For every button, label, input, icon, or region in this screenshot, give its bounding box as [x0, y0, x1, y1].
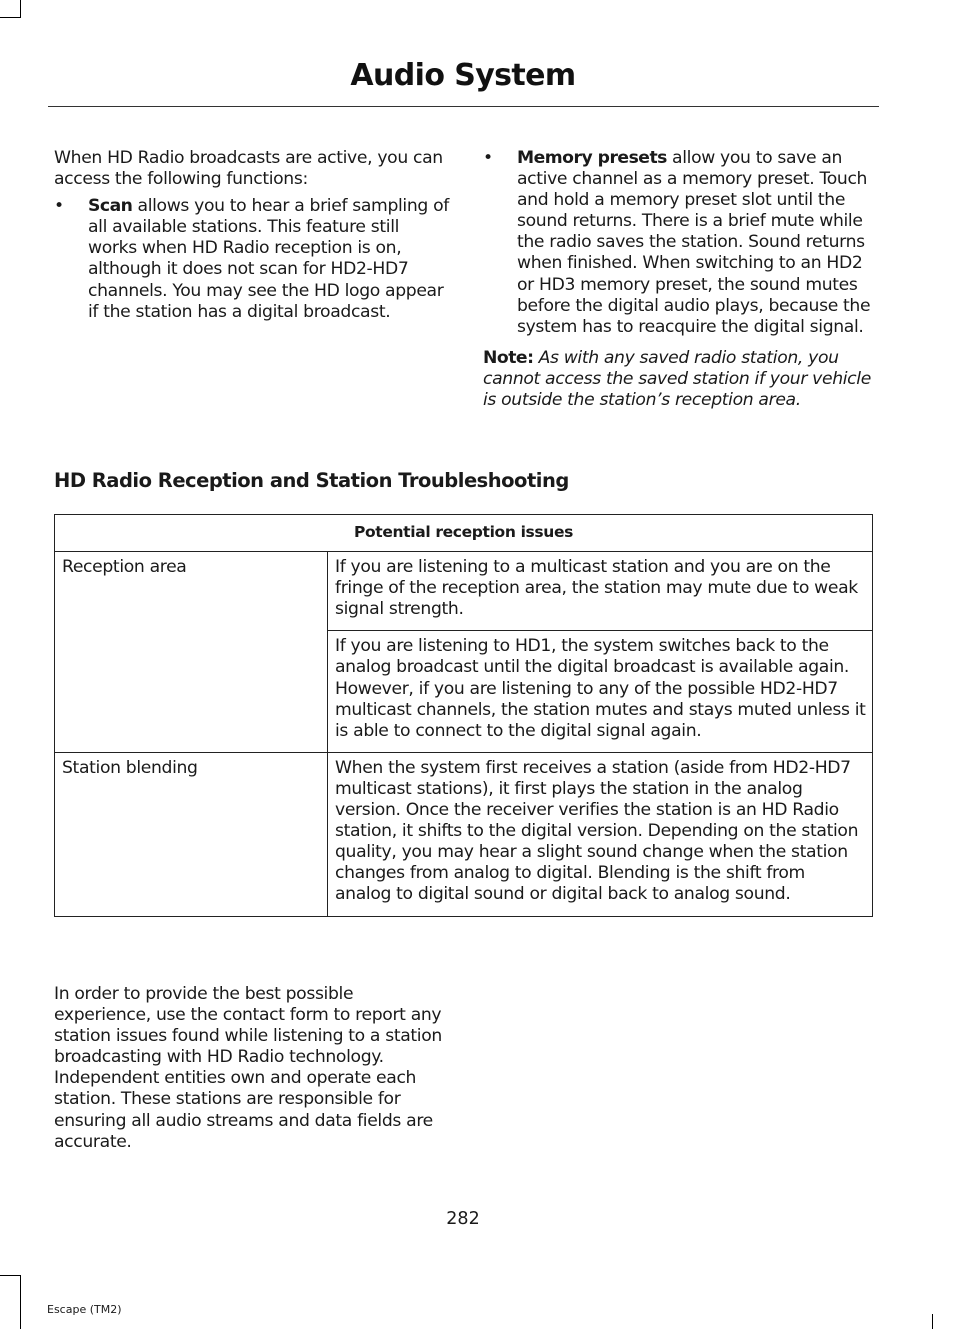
table-row	[55, 552, 873, 631]
closing-paragraph: In order to provide the best possible experience, use the contact form to report any station issues found while listening to a station broadcasting with HD Radio technology. Independent entities own and operate each station. These stations are responsible for ensuring all audio streams and data fields are accurate.	[54, 984, 442, 1152]
note-paragraph	[483, 348, 875, 411]
scan-bullet	[54, 196, 449, 323]
crop-mark-bottom-left-h	[0, 1275, 21, 1276]
intro-paragraph: When HD Radio broadcasts are active, you can access the following functions:	[54, 148, 443, 190]
memory-presets-bullet	[483, 148, 875, 338]
reception-issues-table	[54, 514, 873, 917]
crop-mark-top-left-h	[0, 17, 21, 18]
bullet-dot: •	[54, 196, 64, 217]
note-text: As with any saved radio station, you cannot access the saved station if your vehicle is outside the station’s reception area.	[483, 347, 871, 411]
footer-model: Escape (TM2)	[47, 1303, 122, 1316]
table-header: Potential reception issues	[55, 515, 873, 552]
bullet-dot: •	[483, 148, 493, 168]
memory-presets-term: Memory presets	[517, 148, 667, 168]
title-rule	[48, 106, 879, 107]
row-label-station-blending: Station blending	[55, 752, 328, 916]
right-column	[483, 148, 875, 411]
table-cell: If you are listening to HD1, the system switches back to the analog broadcast until the digital broadcast is available again. However, if you are listening to any of the possible HD2-HD7 multicast channels, the station mutes and stays muted unless it is able to connect to the digital signal again.	[328, 631, 873, 752]
scan-text: allows you to hear a brief sampling of all available stations. This feature still works when HD Radio reception is on, although it does not scan for HD2-HD7 channels. You may see the HD logo appear if the station has a digital broadcast.	[88, 196, 449, 322]
crop-mark-bottom-right	[932, 1314, 933, 1329]
scan-term: Scan	[88, 196, 133, 217]
memory-presets-text: allow you to save an active channel as a memory preset. Touch and hold a memory preset slot until the sound returns. There is a brief mute while the radio saves the station. Sound returns when finished. When switching to an HD2 or HD3 memory preset, the sound mutes before the digital audio plays, because the system has to reacquire the digital signal.	[517, 148, 871, 337]
crop-mark-top-left	[20, 0, 21, 17]
table-header-row	[55, 515, 873, 552]
table-row	[55, 752, 873, 916]
page-title: Audio System	[350, 58, 576, 93]
page-number: 282	[446, 1209, 480, 1229]
row-label-reception-area: Reception area	[55, 552, 328, 753]
section-heading: HD Radio Reception and Station Troubleshooting	[54, 469, 569, 492]
crop-mark-bottom-left	[20, 1275, 21, 1329]
note-label: Note:	[483, 347, 534, 368]
table-cell: When the system first receives a station (aside from HD2-HD7 multicast stations), it first plays the station in the analog version. Once the receiver verifies the station is an HD Radio station, it shifts to the digital version. Depending on the station quality, you may hear a slight sound change when the station changes from analog to digital. Blending is the shift from analog to digital sound or digital back to analog sound.	[328, 752, 873, 916]
table-cell: If you are listening to a multicast station and you are on the fringe of the reception area, the station may mute due to weak signal strength.	[328, 552, 873, 631]
left-column	[54, 148, 449, 323]
